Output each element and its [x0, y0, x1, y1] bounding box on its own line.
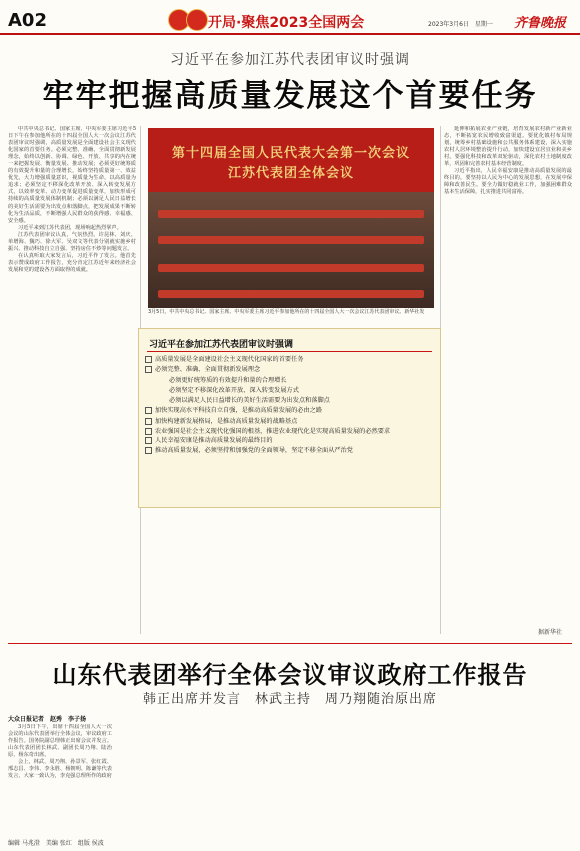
story-divider	[8, 643, 572, 644]
photo-table-row	[158, 210, 424, 218]
meeting-photo	[148, 128, 434, 308]
story1-credit: 据新华社	[538, 629, 563, 636]
page-footer: 编辑 马兆澄 美编 张红 组版 侯波	[8, 840, 104, 847]
paragraph: 3月5日下午，出席十四届全国人大一次会议的山东代表团举行全体会议，审议政府工作报告。国务院副总理韩正出席会议并发言。山东代表团团长林武、副团长周乃翔、陆治原、杨东奇出席。	[8, 724, 112, 759]
list-item-text: 人民幸福安康是推动高质量发展的最终目的	[155, 437, 273, 445]
list-item	[145, 365, 433, 375]
key-points-title: 习近平在参加江苏代表团审议时强调	[149, 340, 294, 350]
story1-kicker: 习近平在参加江苏代表团审议时强调	[170, 52, 410, 68]
header-divider	[0, 33, 580, 35]
checkbox-icon	[145, 428, 152, 435]
key-points-box	[138, 328, 441, 508]
photo-table-row	[158, 290, 424, 298]
list-item-text: 高质量发展是全面建设社会主义现代化国家的首要任务	[155, 356, 304, 363]
party-emblem-icon	[186, 9, 208, 31]
list-item	[145, 355, 433, 365]
list-item-text: 农业强国是社会主义现代化强国的根基，推进农业现代化是实现高质量发展的必然要求	[155, 428, 391, 436]
photo-banner	[148, 128, 434, 192]
checkbox-icon	[145, 356, 152, 363]
story2-subhead: 韩正出席并发言 林武主持 周乃翔随治原出席	[142, 692, 437, 707]
paragraph: 中共中央总书记、国家主席、中央军委主席习近平5日下午在参加他所在的十四届全国人大一次会议江苏代表团审议时强调，高质量发展是全面建设社会主义现代化国家的首要任务。必须完整、准确、全面贯彻新发展理念，始终以创新、协调、绿色、开放、共享的内在统一来把握发展、衡量发展、推动发展；必须更好统筹质的有效提升和量的合理增长，始终坚持质量第一、效益优先，大力增强质量意识，视质量为生命，以高质量为追求；必须坚定不移深化改革开放、深入转变发展方式，以效率变革、动力变革促进质量变革，加快形成可持续的高质量发展体制机制；必须以满足人民日益增长的美好生活需要为出发点和落脚点，把发展成果不断转化为生活品质，不断增强人民群众的获得感、幸福感、安全感。	[8, 126, 136, 224]
paragraph: 江苏代表团审议认真，气氛热烈。许昆林、刘庆、单增海、魏巧、徐大军、吴双文等代表分别就实施乡村振兴、推动科技自立自强、坚持房住不炒等问题发言。	[8, 231, 136, 252]
list-item-text: 推动高质量发展，必须坚持和加强党的全面领导，坚定不移全面从严治党	[155, 447, 353, 455]
key-points-list	[145, 355, 433, 457]
list-item	[145, 417, 433, 427]
photo-table-row	[158, 236, 424, 244]
checkbox-icon	[145, 447, 152, 454]
list-item	[145, 446, 433, 456]
photo-banner-line2: 江苏代表团全体会议	[227, 166, 354, 181]
story1-right-column	[444, 126, 572, 621]
list-item-text: 必须以满足人民日益增长的美好生活需要为出发点和落脚点	[169, 397, 330, 405]
list-item-text: 加快实现高水平科技自立自强，是推动高质量发展的必由之路	[155, 407, 323, 415]
page-number: A02	[8, 10, 47, 31]
list-item	[145, 406, 433, 416]
list-item	[145, 427, 433, 436]
list-item	[145, 396, 433, 406]
photo-banner-line1: 第十四届全国人民代表大会第一次会议	[171, 146, 410, 161]
paragraph: 习近平来到江苏代表团，现场响起热烈掌声。	[18, 224, 122, 231]
key-points-rule	[147, 351, 432, 352]
list-item-text: 必须完整、准确、全面贯彻新发展理念	[155, 366, 261, 374]
issue-date: 2023年3月6日 星期一	[428, 21, 493, 28]
list-item-text: 必须更好统筹质的有效提升和量的合理增长	[169, 376, 287, 384]
photo-caption: 3月5日，中共中央总书记、国家主席、中央军委主席习近平参加他所在的十四届全国人大一次会议江苏代表团审议。新华社发	[148, 309, 425, 315]
photo-hall	[148, 192, 434, 308]
checkbox-icon	[145, 366, 152, 373]
story1-left-column	[8, 126, 136, 634]
checkbox-icon	[145, 437, 152, 444]
story2-headline: 山东代表团举行全体会议审议政府工作报告	[52, 660, 528, 689]
paragraph: 习近平指出，人民幸福安康是推动高质量发展的最终目的。要坚持以人民为中心的发展思想，在发展中保障和改善民生。要全力做好稳就业工作，加强困难群众基本生活保障，扎实推进共同富裕。	[444, 168, 572, 196]
list-item	[145, 376, 433, 386]
list-item-text: 加快构建新发展格局，是推动高质量发展的战略基点	[155, 417, 298, 425]
story1-headline: 牢牢把握高质量发展这个首要任务	[42, 78, 538, 114]
paragraph: 会上，林武、周乃翔、孙景军、张红霞、邢志昌、李伟、李永胜、杨朝明、陈谦等代表发言，大家一致认为，李克强总理所作的政府	[8, 759, 112, 780]
section-topic: 开局·聚焦2023全国两会	[208, 15, 365, 31]
paragraph: 在认真听取大家发言后，习近平作了发言。他首先表示赞成政府工作报告，充分肯定江苏近年来经济社会发展和党的建设各方面取得的成就。	[8, 252, 136, 273]
checkbox-icon	[145, 407, 152, 414]
list-item	[145, 436, 433, 446]
newspaper-logo: 齐鲁晚报	[514, 16, 567, 31]
photo-table-row	[158, 264, 424, 272]
story2-column	[8, 724, 112, 832]
story2-byline: 大众日报记者 赵秀 李子扬	[8, 716, 87, 723]
checkbox-icon	[145, 418, 152, 425]
list-item	[145, 386, 433, 396]
list-item-text: 必须坚定不移深化改革开放、深入转变发展方式	[169, 386, 299, 394]
paragraph: 延伸和拓展农业产业链，培育发展农村新产业新业态，不断拓宽农民增收致富渠道。要优化镇村布局规划，统筹乡村基础设施和公共服务体系建设，深入实施农村人居环境整治提升行动，加快建设宜居宜业和美乡村。要强化科技和改革双轮驱动，深化农村土地制度改革，巩固和完善农村基本经营制度。	[444, 126, 572, 168]
